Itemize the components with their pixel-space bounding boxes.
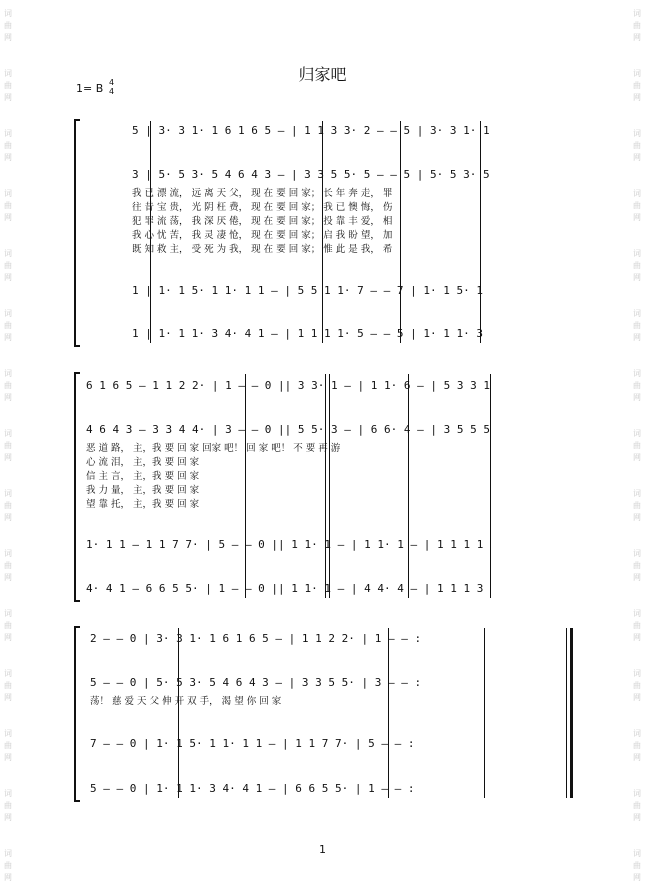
watermark-text: 词 曲 网 [4, 789, 12, 822]
lyric-verse-3: 犯 罪 流 荡， 我 深 厌 倦， 现 在 要 回 家； 投 靠 丰 爱， 相 [132, 216, 393, 227]
barline [566, 628, 567, 798]
barline [490, 374, 491, 598]
lyric-verse-5: 望 靠 托， 主，我 要 回 家 [86, 499, 200, 510]
lyric-verse-3: 信 主 言， 主，我 要 回 家 [86, 471, 200, 482]
time-signature-bottom: 4 [109, 87, 115, 96]
lyric-verse-1: 荡！ 慈 爱 天 父 伸 开 双 手， 渴 望 你 回 家 [90, 696, 282, 707]
watermark-text: 词 曲 网 [633, 849, 641, 882]
part-alto: 3 | 5· 5 3· 5 4 6 4 3 – | 3 3 5 5· 5 – – 5 | 5· 5 3· 5 [132, 168, 490, 181]
key-signature: 1= B [76, 82, 104, 95]
page-number: 1 [319, 843, 326, 856]
time-signature-top: 4 [109, 78, 115, 87]
watermark-text: 词 曲 网 [4, 249, 12, 282]
watermark-text: 词 曲 网 [4, 729, 12, 762]
watermark-text: 词 曲 网 [633, 249, 641, 282]
lyric-verse-5: 既 知 救 主， 受 死 为 我， 现 在 要 回 家； 惟 此 是 我， 希 [132, 244, 393, 255]
barline [400, 121, 401, 343]
part-tenor: 7 – – 0 | 1· 1 5· 1 1· 1 1 – | 1 1 7 7· | 5 – – : [90, 737, 415, 750]
watermark-text: 词 曲 网 [633, 189, 641, 222]
watermark-text: 词 曲 网 [4, 9, 12, 42]
watermark-text: 词 曲 网 [4, 69, 12, 102]
system-brace [74, 372, 80, 602]
watermark-text: 词 曲 网 [633, 729, 641, 762]
watermark-text: 词 曲 网 [4, 129, 12, 162]
part-alto: 4 6 4 3 – 3 3 4 4· | 3 – – 0 || 5 5· 3 – | 6 6· 4 – | 3 5 5 5 [86, 423, 490, 436]
watermark-text: 词 曲 网 [633, 669, 641, 702]
song-title: 归家吧 [298, 65, 347, 84]
watermark-text: 词 曲 网 [633, 369, 641, 402]
watermark-text: 词 曲 网 [4, 489, 12, 522]
barline [329, 374, 330, 598]
watermark-left [1, 0, 15, 891]
part-bass: 1 | 1· 1 1· 3 4· 4 1 – | 1 1 1 1· 5 – – 5 | 1· 1 1· 3 [132, 327, 483, 340]
barline [178, 628, 179, 798]
watermark-text: 词 曲 网 [4, 609, 12, 642]
watermark-text: 词 曲 网 [633, 549, 641, 582]
barline [325, 374, 326, 598]
part-tenor: 1· 1 1 – 1 1 7 7· | 5 – – 0 || 1 1· 1 – | 1 1· 1 – | 1 1 1 1 [86, 538, 484, 551]
watermark-right [630, 0, 644, 891]
lyric-verse-4: 我 力 量， 主，我 要 回 家 [86, 485, 200, 496]
watermark-text: 词 曲 网 [633, 489, 641, 522]
lyric-verse-2: 往 昔 宝 贵， 光 阴 枉 费， 现 在 要 回 家； 我 已 懊 悔， 伤 [132, 202, 393, 213]
barline [408, 374, 409, 598]
lyric-verse-1: 我 已 漂 流， 远 离 天 父， 现 在 要 回 家； 长 年 奔 走， 罪 [132, 188, 393, 199]
part-bass: 4· 4 1 – 6 6 5 5· | 1 – – 0 || 1 1· 1 – | 4 4· 4 – | 1 1 1 3 [86, 582, 484, 595]
lyric-verse-2: 心 流 泪， 主，我 要 回 家 [86, 457, 200, 468]
watermark-text: 词 曲 网 [4, 309, 12, 342]
system-brace [74, 119, 80, 347]
part-tenor: 1 | 1· 1 5· 1 1· 1 1 – | 5 5 1 1· 7 – – 7 | 1· 1 5· 1 [132, 284, 483, 297]
part-bass: 5 – – 0 | 1· 1 1· 3 4· 4 1 – | 6 6 5 5· | 1 – – : [90, 782, 415, 795]
watermark-text: 词 曲 网 [4, 189, 12, 222]
part-soprano: 2 – – 0 | 3· 3 1· 1 6 1 6 5 – | 1 1 2 2· | 1 – – : [90, 632, 422, 645]
watermark-text: 词 曲 网 [633, 9, 641, 42]
watermark-text: 词 曲 网 [4, 429, 12, 462]
barline [480, 121, 481, 343]
barline [388, 628, 389, 798]
barline [245, 374, 246, 598]
watermark-text: 词 曲 网 [633, 129, 641, 162]
watermark-text: 词 曲 网 [4, 849, 12, 882]
lyric-verse-4: 我 心 忧 苦， 我 灵 凄 怆， 现 在 要 回 家； 启 我 盼 望， 加 [132, 230, 393, 241]
barline [484, 628, 485, 798]
watermark-text: 词 曲 网 [633, 429, 641, 462]
part-soprano: 5 | 3· 3 1· 1 6 1 6 5 – | 1 1 3 3· 2 – – 5 | 3· 3 1· 1 [132, 124, 490, 137]
lyric-verse-1: 恶 道 路， 主，我 要 回 家 回家 吧！ 回 家 吧！ 不 要 再 游 [86, 443, 341, 454]
part-soprano: 6 1 6 5 – 1 1 2 2· | 1 – – 0 || 3 3· 1 – | 1 1· 6 – | 5 3 3 1 [86, 379, 490, 392]
watermark-text: 词 曲 网 [4, 669, 12, 702]
system-brace [74, 626, 80, 802]
watermark-text: 词 曲 网 [633, 789, 641, 822]
watermark-text: 词 曲 网 [633, 609, 641, 642]
watermark-text: 词 曲 网 [4, 369, 12, 402]
watermark-text: 词 曲 网 [633, 69, 641, 102]
time-signature [109, 78, 114, 96]
final-barline [570, 628, 573, 798]
watermark-text: 词 曲 网 [4, 549, 12, 582]
watermark-text: 词 曲 网 [633, 309, 641, 342]
part-alto: 5 – – 0 | 5· 5 3· 5 4 6 4 3 – | 3 3 5 5· | 3 – – : [90, 676, 422, 689]
